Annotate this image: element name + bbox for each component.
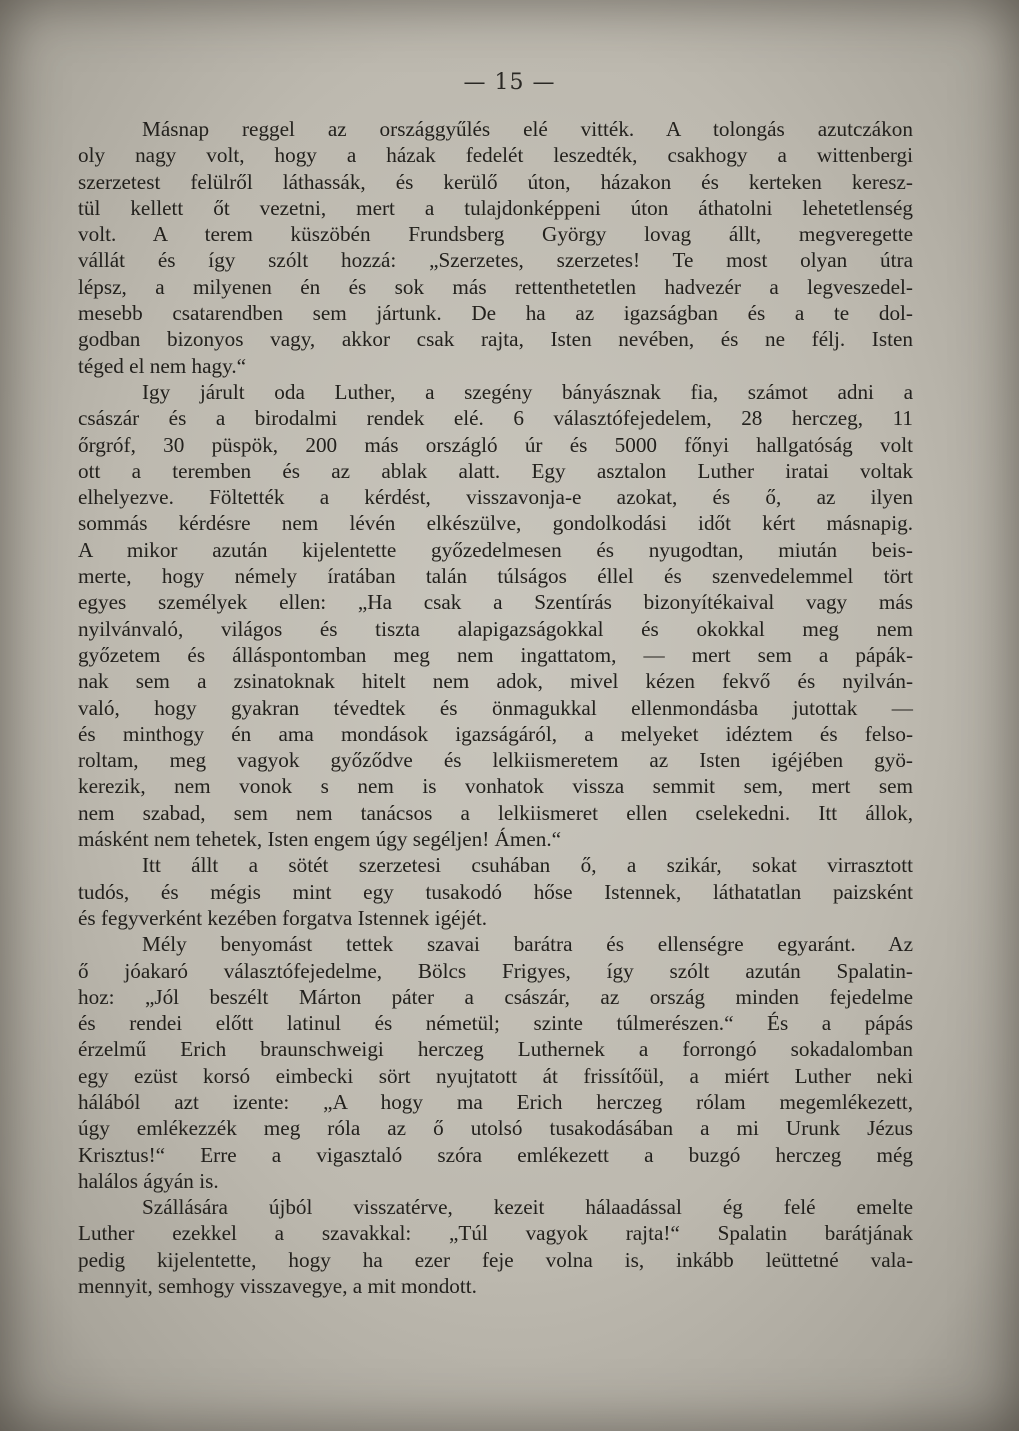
text-line: vállát és így szólt hozzá: „Szerzetes, szerzetes! Te most olyan útra	[78, 248, 913, 273]
text-line: Itt állt a sötét szerzetesi csuhában ő, a szikár, sokat virrasztott	[142, 853, 913, 878]
text-line: Igy járult oda Luther, a szegény bányásznak fia, számot adni a	[142, 379, 913, 404]
text-line: volt. A terem küszöbén Frundsberg György lovag állt, megveregette	[78, 222, 913, 247]
text-line: úgy emlékezzék meg róla az ő utolsó tusakodásában a mi Urunk Jézus	[78, 1116, 913, 1141]
text-line: lépsz, a milyenen én és sok más rettenthetetlen hadvezér a legveszedel-	[78, 274, 913, 299]
body-text	[78, 116, 913, 1299]
text-line: győzetem és álláspontomban meg nem ingattatom, — mert sem a pápák-	[78, 642, 913, 667]
text-line: nak sem a zsinatoknak hitelt nem adok, mivel kézen fekvő és nyilván-	[78, 669, 913, 694]
text-line: és rendei előtt latinul és németül; szinte túlmerészen.“ És a pápás	[78, 1011, 913, 1036]
text-line: őrgróf, 30 püspök, 200 más országló úr és 5000 főnyi hallgatóság volt	[78, 432, 913, 457]
text-line: ő jóakaró választófejedelme, Bölcs Frigyes, így szólt azután Spalatin-	[78, 958, 913, 983]
text-line: másként nem tehetek, Isten engem úgy segéljen! Ámen.“	[78, 827, 562, 852]
text-line: Luther ezekkel a szavakkal: „Túl vagyok rajta!“ Spalatin barátjának	[78, 1221, 913, 1246]
text-line: Krisztus!“ Erre a vigasztaló szóra emlékezett a buzgó herczeg még	[78, 1142, 913, 1167]
text-line: és fegyverként kezében forgatva Istennek igéjét.	[78, 905, 488, 930]
text-line: kerezik, nem vonok s nem is vonhatok vissza semmit sem, mert sem	[78, 774, 913, 799]
text-line: szerzetest felülről láthassák, és kerülő úton, házakon és kerteken keresz-	[78, 169, 913, 194]
text-line: tudós, és mégis mint egy tusakodó hőse Istennek, láthatatlan paizsként	[78, 879, 913, 904]
text-line: A mikor azután kijelentette győzedelmesen és nyugodtan, miután beis-	[78, 537, 913, 562]
text-line: Mély benyomást tettek szavai barátra és ellenségre egyaránt. Az	[142, 932, 913, 957]
text-line: hálából azt izente: „A hogy ma Erich herczeg rólam megemlékezett,	[78, 1089, 913, 1114]
text-line: sommás kérdésre nem lévén elkészülve, gondolkodási időt kért másnapig.	[78, 511, 913, 536]
text-line: halálos ágyán is.	[78, 1168, 219, 1193]
text-line: elhelyezve. Föltették a kérdést, visszavonja-e azokat, és ő, az ilyen	[78, 485, 913, 510]
text-line: merte, hogy némely íratában talán túlságos éllel és szenvedelemmel tört	[78, 564, 913, 589]
text-line: Másnap reggel az országgyűlés elé vitték. A tolongás azutczákon	[142, 117, 913, 141]
text-line: egyes személyek ellen: „Ha csak a Szentírás bizonyítékaival vagy más	[78, 590, 913, 615]
text-line: ott a teremben és az ablak alatt. Egy asztalon Luther iratai voltak	[78, 458, 913, 483]
text-line: téged el nem hagy.“	[78, 353, 247, 378]
text-line: érzelmű Erich braunschweigi herczeg Luthernek a forrongó sokadalomban	[78, 1037, 913, 1062]
text-line: nem szabad, sem nem tanácsos a lelkiismeret ellen cselekedni. Itt állok,	[78, 800, 913, 825]
text-line: mennyit, semhogy visszavegye, a mit mondott.	[78, 1274, 477, 1299]
text-line: pedig kijelentette, hogy ha ezer feje volna is, inkább leüttetné vala-	[78, 1247, 913, 1272]
text-line: hoz: „Jól beszélt Márton páter a császár, az ország minden fejedelme	[78, 984, 913, 1009]
text-line: császár és a birodalmi rendek elé. 6 választófejedelem, 28 herczeg, 11	[78, 406, 913, 431]
text-line: egy ezüst korsó eimbecki sört nyujtatott át frissítőül, a miért Luther neki	[78, 1063, 913, 1088]
text-line: mesebb csatarendben sem jártunk. De ha az igazságban és a te dol-	[78, 301, 913, 326]
text-line: roltam, meg vagyok győződve és lelkiismeretem az Isten igéjében gyö-	[78, 748, 913, 773]
text-line: nyilvánvaló, világos és tiszta alapigazságokkal és okokkal meg nem	[78, 616, 913, 641]
text-line: tül kellett őt vezetni, mert a tulajdonképpeni úton áthatolni lehetetlenség	[78, 195, 913, 220]
text-line: való, hogy gyakran tévedtek és önmagukkal ellenmondásba jutottak —	[78, 695, 913, 720]
page-number: — 15 —	[463, 70, 556, 95]
text-line: godban bizonyos vagy, akkor csak rajta, Isten nevében, és ne félj. Isten	[78, 327, 913, 352]
text-line: és minthogy én ama mondások igazságáról, a melyeket idéztem és felso-	[78, 721, 913, 746]
text-line: oly nagy volt, hogy a házak fedelét leszedték, csakhogy a wittenbergi	[78, 143, 913, 168]
text-line: Szállására újból visszatérve, kezeit hálaadással ég felé emelte	[142, 1195, 913, 1220]
